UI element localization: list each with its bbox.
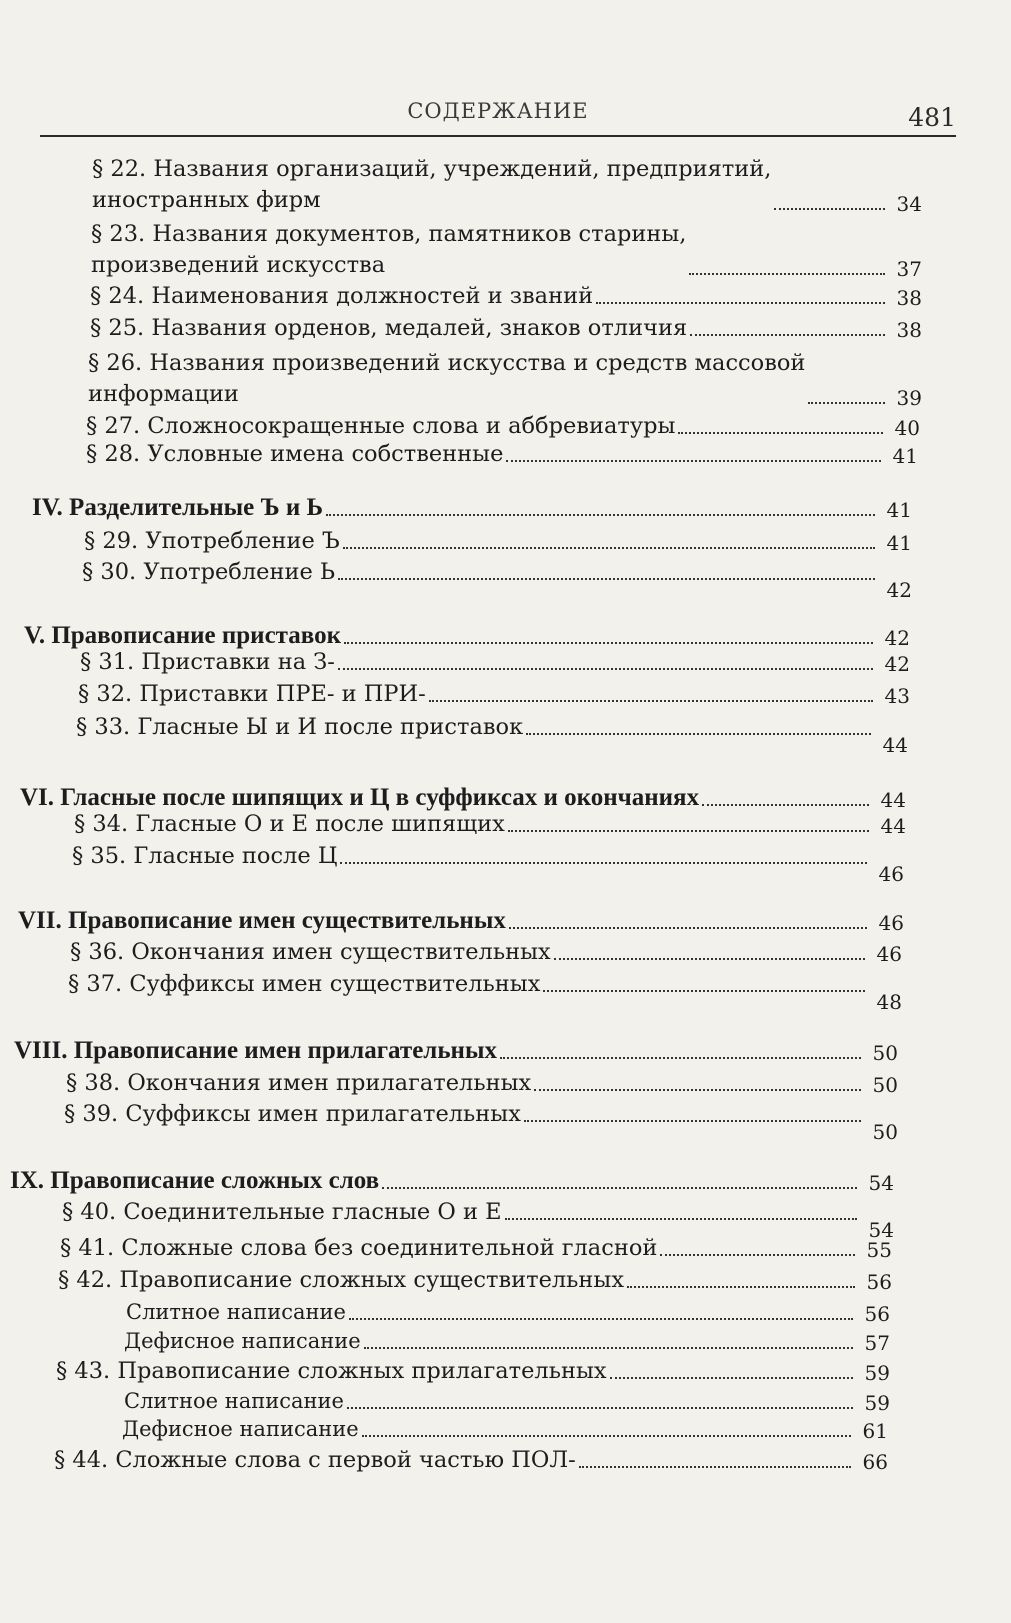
toc-entry-title: § 37. Суффиксы имен существительных (68, 971, 541, 997)
toc-page-number: 54 (868, 1218, 894, 1242)
toc-section-row (84, 525, 912, 555)
toc-page-number: 46 (878, 911, 904, 935)
toc-entry-title: § 44. Сложные слова с первой частью ПОЛ- (54, 1447, 576, 1473)
toc-section-row (88, 346, 922, 410)
toc-section-row (86, 438, 918, 468)
toc-page-number: 50 (872, 1120, 898, 1144)
toc-page-number: 42 (884, 626, 910, 650)
dot-leader (362, 1435, 851, 1437)
toc-section-row (60, 1232, 892, 1262)
toc-entry-title: § 41. Сложные слова без соединительной гласной (60, 1235, 658, 1261)
toc-page-number: 54 (868, 1171, 894, 1195)
dot-leader (554, 958, 865, 960)
toc-page-number: 44 (882, 733, 908, 757)
toc-page-number: 42 (886, 578, 912, 602)
toc-entry-title-line1: § 23. Названия документов, памятников старины, (91, 221, 687, 247)
toc-entry-title: Дефисное написание (124, 1329, 361, 1353)
toc-entry-title: § 25. Названия орденов, медалей, знаков отличия (90, 315, 688, 341)
toc-page-number: 56 (864, 1302, 890, 1326)
dot-leader (338, 578, 875, 580)
toc-entry-title: § 40. Соединительные гласные О и Е (62, 1199, 502, 1225)
dot-leader (689, 273, 885, 275)
toc-section-row (54, 1444, 888, 1474)
toc-section-row (82, 556, 912, 602)
dot-leader (506, 460, 881, 462)
running-title: СОДЕРЖАНИЕ (407, 99, 589, 123)
toc-page-number: 41 (892, 444, 918, 468)
toc-entry-title-line2: иностранных фирм (92, 187, 321, 213)
dot-leader (364, 1347, 853, 1349)
dot-leader (347, 1407, 853, 1409)
dot-leader (509, 927, 867, 929)
toc-page-number: 37 (896, 257, 922, 281)
toc-entry-title-line2: информации (88, 381, 239, 407)
toc-entry-title: VII. Правописание имен существительных (18, 907, 506, 934)
toc-chapter-row (14, 1035, 898, 1065)
dot-leader (526, 733, 871, 735)
dot-leader (429, 700, 873, 702)
toc-page-number: 34 (896, 192, 922, 216)
dot-leader (627, 1286, 855, 1288)
toc-page-number: 61 (862, 1419, 888, 1443)
toc-entry-title: § 43. Правописание сложных прилагательных (56, 1358, 607, 1384)
toc-section-row (90, 280, 922, 310)
dot-leader (338, 668, 873, 670)
toc-entry-title-line1: § 26. Названия произведений искусства и средств массовой (88, 350, 806, 376)
toc-entry-title: § 28. Условные имена собственные (86, 441, 504, 467)
toc-page-number: 44 (880, 814, 906, 838)
toc-page-number: 56 (866, 1270, 892, 1294)
dot-leader (344, 642, 873, 644)
dot-leader (382, 1187, 857, 1189)
toc-chapter-row (32, 492, 912, 522)
toc-page-number: 57 (864, 1331, 890, 1355)
toc-page-number: 59 (864, 1391, 890, 1415)
dot-leader (343, 547, 875, 549)
toc-page-number: 50 (872, 1041, 898, 1065)
dot-leader (508, 830, 869, 832)
toc-entry-title: § 27. Сложносокращенные слова и аббревиатуры (86, 413, 676, 439)
dot-leader (524, 1120, 861, 1122)
toc-section-row (58, 1264, 892, 1294)
dot-leader (349, 1318, 853, 1320)
dot-leader (702, 804, 869, 806)
toc-section-row (70, 936, 902, 966)
toc-chapter-row (10, 1165, 894, 1195)
toc-subentry-row (122, 1413, 888, 1443)
toc-page-number: 59 (864, 1361, 890, 1385)
toc-entry-title: § 31. Приставки на З- (80, 649, 335, 675)
dot-leader (808, 402, 885, 404)
toc-subentry-row (124, 1385, 890, 1415)
page-number: 481 (908, 103, 956, 132)
toc-entry-title: § 35. Гласные после Ц (72, 843, 338, 869)
dot-leader (678, 432, 883, 434)
toc-page-number: 38 (896, 318, 922, 342)
running-head (40, 95, 956, 137)
toc-entry-title: IV. Разделительные Ъ и Ь (32, 494, 324, 521)
toc-section-row (74, 808, 906, 838)
toc-page-number: 42 (884, 652, 910, 676)
toc-page-number: 50 (872, 1073, 898, 1097)
toc-entry-title-line1: § 22. Названия организаций, учреждений, предприятий, (92, 156, 772, 182)
toc-page-number: 43 (884, 684, 910, 708)
toc-section-row (86, 410, 920, 440)
dot-leader (579, 1466, 851, 1468)
toc-page-number: 44 (880, 788, 906, 812)
toc-entry-title (92, 154, 771, 216)
toc-entry-title: § 24. Наименования должностей и званий (90, 283, 594, 309)
toc-subentry-row (126, 1296, 890, 1326)
toc-page-number: 55 (866, 1238, 892, 1262)
toc-entry-title: Дефисное написание (122, 1417, 359, 1441)
toc-entry-title: IX. Правописание сложных слов (10, 1167, 380, 1194)
toc-entry-title (91, 219, 686, 281)
toc-entry-title: § 39. Суффиксы имен прилагательных (64, 1101, 521, 1127)
toc-subentry-row (124, 1325, 890, 1355)
dot-leader (774, 208, 885, 210)
toc-page-number: 46 (876, 942, 902, 966)
toc-page-number: 39 (896, 386, 922, 410)
dot-leader (610, 1377, 853, 1379)
toc-section-row (92, 152, 922, 216)
toc-entry-title: § 33. Гласные Ы и И после приставок (76, 714, 524, 740)
dot-leader (326, 514, 875, 516)
toc-entry-title: § 32. Приставки ПРЕ- и ПРИ- (78, 681, 426, 707)
toc-section-row (68, 968, 902, 1014)
toc-page-number: 38 (896, 286, 922, 310)
dot-leader (340, 862, 867, 864)
toc-entry-title: § 29. Употребление Ъ (84, 528, 340, 554)
toc-page-number: 41 (886, 531, 912, 555)
toc-entry-title: § 30. Употребление Ь (82, 559, 336, 585)
toc-section-row (80, 646, 910, 676)
toc-entry-title: V. Правописание приставок (24, 622, 342, 649)
toc-entry-title: § 34. Гласные О и Е после шипящих (74, 811, 505, 837)
dot-leader (596, 302, 885, 304)
dot-leader (534, 1089, 861, 1091)
toc-section-row (91, 217, 922, 281)
toc-entry-title: § 38. Окончания имен прилагательных (66, 1070, 532, 1096)
toc-entry-title: VIII. Правописание имен прилагательных (14, 1037, 497, 1064)
toc-section-row (62, 1196, 894, 1242)
toc-section-row (56, 1355, 890, 1385)
toc-chapter-row (18, 905, 904, 935)
toc-page-number: 66 (862, 1450, 888, 1474)
toc-entry-title: VI. Гласные после шипящих и Ц в суффиксах и окончаниях (20, 784, 700, 811)
toc-entry-title: Слитное написание (124, 1389, 344, 1413)
toc-entry-title: § 36. Окончания имен существительных (70, 939, 551, 965)
toc-page-number: 41 (886, 498, 912, 522)
toc-page-number: 40 (894, 416, 920, 440)
dot-leader (660, 1254, 855, 1256)
toc-entry-title-line2: произведений искусства (91, 252, 386, 278)
toc-section-row (66, 1067, 898, 1097)
toc-page-number: 46 (878, 862, 904, 886)
dot-leader (690, 334, 885, 336)
toc-page-number: 48 (876, 990, 902, 1014)
toc-entry-title (88, 348, 805, 410)
toc-section-row (64, 1098, 898, 1144)
toc-entry-title: § 42. Правописание сложных существительных (58, 1267, 625, 1293)
toc-section-row (78, 678, 910, 708)
toc-section-row (72, 840, 904, 886)
dot-leader (505, 1218, 857, 1220)
dot-leader (500, 1057, 861, 1059)
toc-section-row (90, 312, 922, 342)
dot-leader (543, 990, 865, 992)
toc-entry-title: Слитное написание (126, 1300, 346, 1324)
toc-section-row (76, 711, 908, 757)
